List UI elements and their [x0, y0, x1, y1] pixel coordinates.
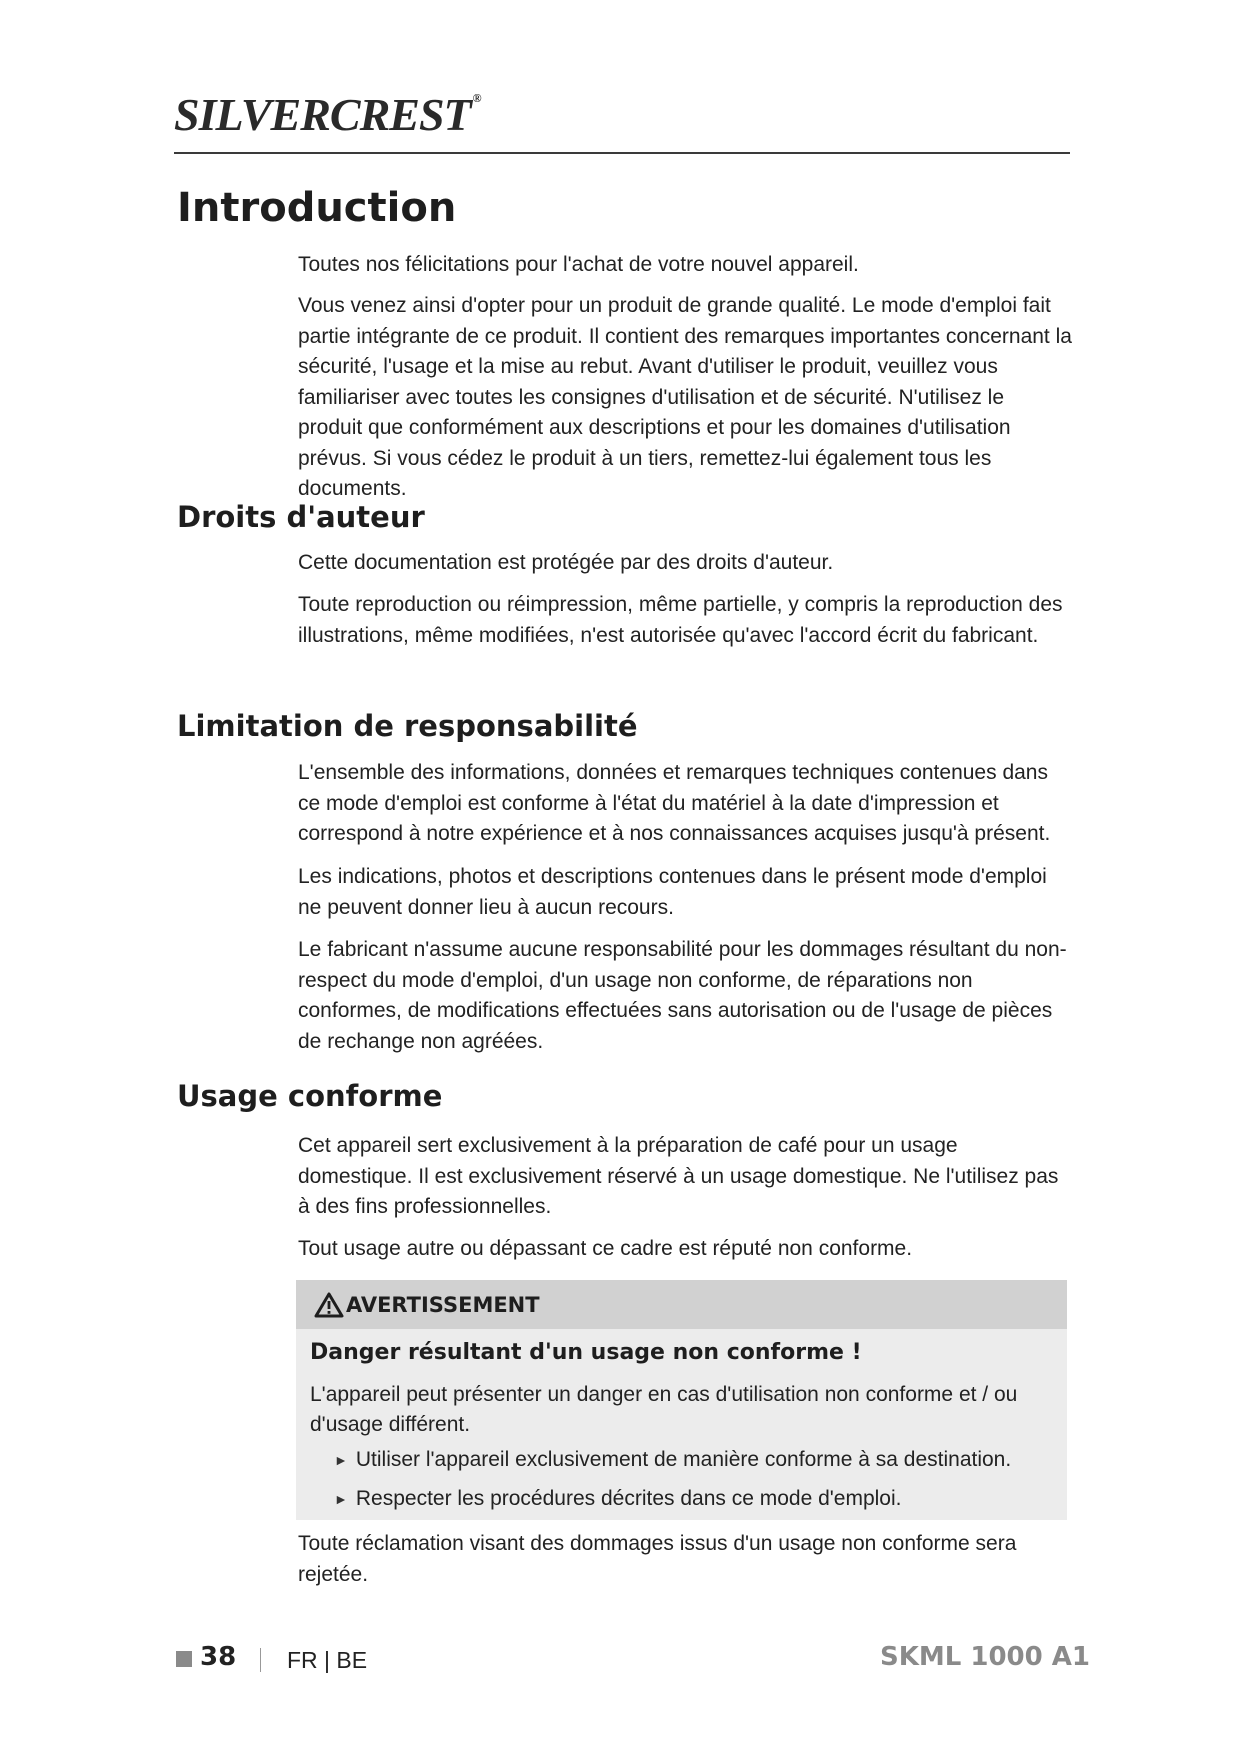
intended-use-paragraph-2: Tout usage autre ou dépassant ce cadre est réputé non conforme.: [298, 1237, 913, 1260]
warning-text: L'appareil peut présenter un danger en cas d'utilisation non conforme et / ou d'usage différent.: [310, 1383, 1018, 1436]
liability-paragraph-3: Le fabricant n'assume aucune responsabilité pour les dommages résultant du non-respect du mode d'emploi, d'un usage non conforme, de réparations non conformes, de modifications effectuées sans autorisation ou de l'usage de pièces de rechange non agréées.: [298, 938, 1067, 1053]
copyright-paragraph-2: Toute reproduction ou réimpression, même partielle, y compris la reproduction des illustrations, même modifiées, n'est autorisée qu'avec l'accord écrit du fabricant.: [298, 593, 1063, 647]
page-number: 38: [200, 1642, 237, 1672]
section-title-liability: Limitation de responsabilité: [177, 709, 638, 743]
section-title-introduction: Introduction: [177, 185, 457, 231]
logo-text: SILVERCREST: [174, 89, 471, 140]
warning-header: [296, 1280, 1067, 1329]
section-title-copyright: Droits d'auteur: [177, 500, 425, 534]
intended-use-closing: Toute réclamation visant des dommages issus d'un usage non conforme sera rejetée.: [298, 1532, 1017, 1586]
warning-box: [296, 1280, 1067, 1520]
footer-square-icon: [176, 1651, 192, 1667]
copyright-paragraph-1: Cette documentation est protégée par des droits d'auteur.: [298, 551, 834, 574]
model-number: SKML 1000 A1: [880, 1642, 1090, 1672]
warning-bullet-text: Respecter les procédures décrites dans ce mode d'emploi.: [355, 1487, 902, 1510]
section-title-intended-use: Usage conforme: [177, 1079, 443, 1113]
warning-bullet: [334, 1484, 901, 1514]
warning-bullet: [334, 1445, 1011, 1475]
footer-languages: FR | BE: [287, 1647, 368, 1673]
intro-paragraph-1: Toutes nos félicitations pour l'achat de votre nouvel appareil.: [298, 253, 859, 276]
liability-paragraph-2: Les indications, photos et descriptions contenues dans le présent mode d'emploi ne peuvent donner lieu à aucun recours.: [298, 865, 1047, 919]
bullet-arrow-icon: ►: [334, 1491, 348, 1507]
warning-bullet-text: Utiliser l'appareil exclusivement de manière conforme à sa destination.: [355, 1448, 1012, 1471]
intro-paragraph-2: Vous venez ainsi d'opter pour un produit de grande qualité. Le mode d'emploi fait partie intégrante de ce produit. Il contient des remarques importantes concernant la sécurité, l'usage et la mise au rebut. Avant d'utiliser le produit, veuillez vous familiariser avec toutes les consignes d'utilisation et de sécurité. N'utilisez le produit que conformément aux descriptions et pour les domaines d'utilisation prévus. Si vous cédez le produit à un tiers, remettez-lui également tous les documents.: [298, 294, 1072, 500]
warning-heading: Danger résultant d'un usage non conforme !: [310, 1340, 862, 1365]
intended-use-paragraph-1: Cet appareil sert exclusivement à la préparation de café pour un usage domestique. Il est exclusivement réservé à un usage domestique. Ne l'utilisez pas à des fins professionnelles.: [298, 1134, 1059, 1218]
footer-divider: [260, 1648, 261, 1672]
registered-mark: ®: [472, 91, 481, 105]
warning-triangle-icon: [314, 1292, 344, 1318]
liability-paragraph-1: L'ensemble des informations, données et remarques techniques contenues dans ce mode d'emploi est conforme à l'état du matériel à la date d'impression et correspond à notre expérience et à nos connaissances acquises jusqu'à présent.: [298, 761, 1051, 845]
brand-logo: [174, 89, 481, 140]
bullet-arrow-icon: ►: [334, 1452, 348, 1468]
header-divider: [174, 152, 1070, 154]
warning-label: AVERTISSEMENT: [346, 1292, 540, 1317]
